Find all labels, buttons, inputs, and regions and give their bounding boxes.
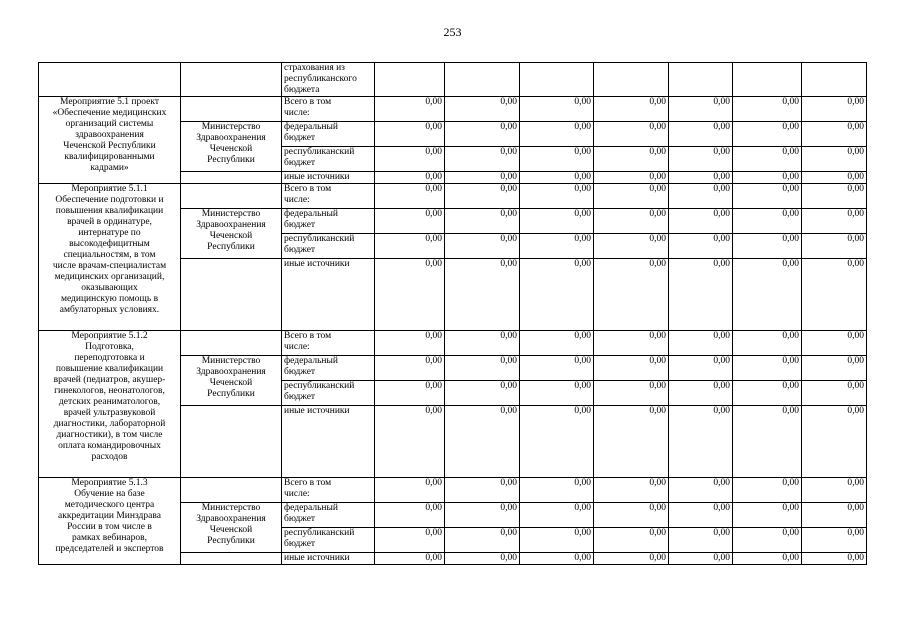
value-cell: 0,00 — [520, 528, 594, 553]
value-cell: 0,00 — [594, 97, 669, 122]
source-cell-line: числе: — [284, 108, 310, 118]
source-cell — [282, 184, 375, 209]
value-cell: 0,00 — [520, 478, 594, 503]
value-cell: 0,00 — [733, 528, 802, 553]
empty-cell — [802, 63, 867, 97]
source-cell: иные источники — [282, 172, 375, 184]
value-cell: 0,00 — [445, 97, 520, 122]
value-cell: 0,00 — [669, 234, 733, 259]
measure-cell-line: диагностики), в том числе — [56, 430, 163, 440]
source-cell-line: федеральный — [284, 503, 338, 513]
executor-cell-line: Чеченской — [209, 378, 253, 388]
executor-cell-line: Здравоохранения — [196, 220, 266, 230]
value-cell: 0,00 — [375, 234, 445, 259]
table-row — [39, 63, 867, 97]
source-cell — [282, 147, 375, 172]
measure-cell-line: кадрами» — [90, 163, 129, 173]
value-cell: 0,00 — [733, 122, 802, 147]
executor-cell — [181, 553, 282, 565]
executor-cell — [181, 63, 282, 97]
source-cell: иные источники — [282, 259, 375, 331]
source-cell-line: республиканский — [284, 381, 355, 391]
value-cell: 0,00 — [520, 147, 594, 172]
value-cell: 0,00 — [733, 381, 802, 406]
measure-cell-line: врачей в ординатуре, — [67, 217, 152, 227]
measure-cell — [39, 331, 181, 478]
empty-cell — [669, 63, 733, 97]
source-cell-line: республиканского — [284, 74, 357, 84]
executor-cell — [181, 184, 282, 209]
source-cell — [282, 63, 375, 97]
measure-cell — [39, 184, 181, 331]
executor-cell-line: Здравоохранения — [196, 367, 266, 377]
measure-cell-line: детских реаниматологов, — [58, 397, 161, 407]
value-cell: 0,00 — [594, 259, 669, 331]
measure-cell-line: Чеченской Республики — [63, 141, 156, 151]
value-cell: 0,00 — [520, 172, 594, 184]
value-cell: 0,00 — [669, 381, 733, 406]
measure-cell-line: Мероприятие 5.1.2 — [71, 331, 148, 341]
source-cell-line: федеральный — [284, 356, 338, 366]
executor-cell — [181, 209, 282, 259]
value-cell: 0,00 — [445, 478, 520, 503]
value-cell: 0,00 — [375, 184, 445, 209]
value-cell: 0,00 — [802, 234, 867, 259]
executor-cell — [181, 331, 282, 356]
measure-cell-line: переподготовка и — [74, 353, 145, 363]
value-cell: 0,00 — [594, 553, 669, 565]
value-cell: 0,00 — [520, 553, 594, 565]
empty-cell — [733, 63, 802, 97]
value-cell: 0,00 — [445, 553, 520, 565]
value-cell: 0,00 — [594, 184, 669, 209]
measure-cell-line: России в том числе в — [67, 522, 152, 532]
value-cell: 0,00 — [669, 209, 733, 234]
measure-cell-line: методического центра — [64, 500, 155, 510]
empty-cell — [520, 63, 594, 97]
value-cell: 0,00 — [802, 331, 867, 356]
value-cell: 0,00 — [733, 503, 802, 528]
executor-cell — [181, 97, 282, 122]
table-row — [39, 478, 867, 503]
measure-cell-line: числе врачам-специалистам — [52, 261, 167, 271]
measure-cell-line: врачей (педиатров, акушер- — [53, 375, 166, 385]
table-row — [39, 331, 867, 356]
source-cell-line: Всего в том — [284, 478, 332, 488]
measure-cell-line: специальностям, в том — [63, 250, 156, 260]
value-cell: 0,00 — [802, 356, 867, 381]
executor-cell-line: Республики — [207, 536, 255, 546]
value-cell: 0,00 — [375, 381, 445, 406]
source-cell-line: бюджет — [284, 392, 316, 402]
source-cell-line: бюджет — [284, 158, 316, 168]
executor-cell-line: Республики — [207, 242, 255, 252]
value-cell: 0,00 — [733, 406, 802, 478]
source-cell-line: бюджет — [284, 367, 316, 377]
value-cell: 0,00 — [733, 331, 802, 356]
value-cell: 0,00 — [445, 503, 520, 528]
value-cell: 0,00 — [802, 406, 867, 478]
value-cell: 0,00 — [669, 503, 733, 528]
executor-cell-line: Республики — [207, 389, 255, 399]
value-cell: 0,00 — [445, 234, 520, 259]
value-cell: 0,00 — [445, 209, 520, 234]
value-cell: 0,00 — [375, 172, 445, 184]
empty-cell — [594, 63, 669, 97]
value-cell: 0,00 — [375, 97, 445, 122]
measure-cell-line: медицинскую помощь в — [60, 294, 159, 304]
measure-cell-line: оплата командировочных — [58, 441, 161, 451]
value-cell: 0,00 — [594, 478, 669, 503]
page-number: 253 — [443, 25, 462, 39]
measure-cell-line: высокодефицитным — [69, 239, 150, 249]
measure-cell-line: врачей ультразвуковой — [63, 408, 156, 418]
executor-cell — [181, 172, 282, 184]
value-cell: 0,00 — [733, 259, 802, 331]
source-cell — [282, 209, 375, 234]
source-cell-line: бюджет — [284, 539, 316, 549]
value-cell: 0,00 — [375, 356, 445, 381]
value-cell: 0,00 — [375, 331, 445, 356]
measure-cell-line: диагностики, лабораторной — [53, 419, 166, 429]
source-cell — [282, 234, 375, 259]
value-cell: 0,00 — [802, 528, 867, 553]
value-cell: 0,00 — [669, 406, 733, 478]
executor-cell-line: Министерство — [201, 209, 261, 219]
source-cell-line: бюджет — [284, 245, 316, 255]
value-cell: 0,00 — [669, 331, 733, 356]
value-cell: 0,00 — [733, 172, 802, 184]
measure-cell-line: Подготовка, — [85, 342, 134, 352]
empty-cell — [375, 63, 445, 97]
table-row — [39, 184, 867, 209]
measure-cell-line: оказывающих — [81, 283, 138, 293]
source-cell — [282, 97, 375, 122]
measure-cell-line: расходов — [91, 452, 128, 462]
value-cell: 0,00 — [375, 209, 445, 234]
value-cell: 0,00 — [375, 553, 445, 565]
executor-cell-line: Республики — [207, 155, 255, 165]
value-cell: 0,00 — [445, 184, 520, 209]
source-cell-line: бюджета — [284, 85, 320, 95]
measure-cell-line: Мероприятие 5.1.1 — [71, 184, 148, 194]
value-cell: 0,00 — [594, 528, 669, 553]
source-cell — [282, 528, 375, 553]
value-cell: 0,00 — [520, 184, 594, 209]
value-cell: 0,00 — [594, 356, 669, 381]
measure-cell — [39, 63, 181, 97]
source-cell-line: страхования из — [284, 63, 345, 73]
value-cell: 0,00 — [802, 184, 867, 209]
value-cell: 0,00 — [802, 147, 867, 172]
table-row — [39, 97, 867, 122]
value-cell: 0,00 — [669, 356, 733, 381]
value-cell: 0,00 — [802, 209, 867, 234]
value-cell: 0,00 — [520, 122, 594, 147]
source-cell-line: федеральный — [284, 209, 338, 219]
value-cell: 0,00 — [594, 172, 669, 184]
executor-cell-line: Чеченской — [209, 144, 253, 154]
executor-cell — [181, 478, 282, 503]
value-cell: 0,00 — [733, 209, 802, 234]
source-cell-line: республиканский — [284, 528, 355, 538]
measure-cell-line: аккредитации Минздрава — [58, 511, 161, 521]
value-cell: 0,00 — [520, 259, 594, 331]
source-cell — [282, 381, 375, 406]
value-cell: 0,00 — [594, 331, 669, 356]
value-cell: 0,00 — [520, 331, 594, 356]
value-cell: 0,00 — [375, 406, 445, 478]
value-cell: 0,00 — [669, 147, 733, 172]
executor-cell-line: Чеченской — [209, 525, 253, 535]
source-cell: иные источники — [282, 553, 375, 565]
measure-cell-line: организаций системы — [65, 119, 154, 129]
value-cell: 0,00 — [669, 528, 733, 553]
value-cell: 0,00 — [445, 259, 520, 331]
value-cell: 0,00 — [733, 147, 802, 172]
value-cell: 0,00 — [594, 503, 669, 528]
value-cell: 0,00 — [445, 406, 520, 478]
source-cell-line: Всего в том — [284, 331, 332, 341]
source-cell — [282, 331, 375, 356]
value-cell: 0,00 — [520, 97, 594, 122]
value-cell: 0,00 — [802, 381, 867, 406]
value-cell: 0,00 — [520, 234, 594, 259]
measure-cell-line: медицинских организаций, — [54, 272, 165, 282]
measure-cell-line: здравоохранения — [75, 130, 144, 140]
source-cell-line: федеральный — [284, 122, 338, 132]
measure-cell — [39, 478, 181, 565]
value-cell: 0,00 — [594, 209, 669, 234]
source-cell-line: бюджет — [284, 220, 316, 230]
source-cell — [282, 122, 375, 147]
source-cell-line: Всего в том — [284, 97, 332, 107]
value-cell: 0,00 — [520, 503, 594, 528]
value-cell: 0,00 — [445, 381, 520, 406]
value-cell: 0,00 — [733, 553, 802, 565]
measure-cell-line: Мероприятие 5.1.3 — [71, 478, 148, 488]
source-cell: иные источники — [282, 406, 375, 478]
value-cell: 0,00 — [520, 209, 594, 234]
value-cell: 0,00 — [594, 122, 669, 147]
value-cell: 0,00 — [733, 234, 802, 259]
value-cell: 0,00 — [375, 528, 445, 553]
source-cell-line: Всего в том — [284, 184, 332, 194]
executor-cell — [181, 406, 282, 478]
value-cell: 0,00 — [669, 122, 733, 147]
value-cell: 0,00 — [445, 528, 520, 553]
value-cell: 0,00 — [594, 234, 669, 259]
executor-cell — [181, 356, 282, 406]
value-cell: 0,00 — [802, 553, 867, 565]
value-cell: 0,00 — [669, 259, 733, 331]
value-cell: 0,00 — [445, 147, 520, 172]
value-cell: 0,00 — [802, 478, 867, 503]
value-cell: 0,00 — [375, 478, 445, 503]
source-cell-line: числе: — [284, 342, 310, 352]
value-cell: 0,00 — [375, 122, 445, 147]
measure-cell-line: председателей и экспертов — [55, 544, 164, 554]
source-cell-line: числе: — [284, 195, 310, 205]
value-cell: 0,00 — [669, 97, 733, 122]
source-cell — [282, 356, 375, 381]
value-cell: 0,00 — [520, 356, 594, 381]
measure-cell-line: рамках вебинаров, — [71, 533, 148, 543]
measure-cell-line: Обеспечение подготовки и — [55, 195, 164, 205]
value-cell: 0,00 — [445, 331, 520, 356]
measure-cell-line: повышение квалификации — [55, 364, 164, 374]
value-cell: 0,00 — [733, 184, 802, 209]
value-cell: 0,00 — [733, 356, 802, 381]
value-cell: 0,00 — [802, 503, 867, 528]
executor-cell — [181, 122, 282, 172]
value-cell: 0,00 — [445, 122, 520, 147]
executor-cell — [181, 503, 282, 553]
value-cell: 0,00 — [594, 147, 669, 172]
executor-cell — [181, 259, 282, 331]
executor-cell-line: Чеченской — [209, 231, 253, 241]
value-cell: 0,00 — [375, 259, 445, 331]
value-cell: 0,00 — [669, 184, 733, 209]
value-cell: 0,00 — [669, 553, 733, 565]
measure-cell-line: «Обеспечение медицинских — [52, 108, 167, 118]
source-cell-line: республиканский — [284, 234, 355, 244]
measure-cell-line: квалифицированными — [64, 152, 155, 162]
value-cell: 0,00 — [669, 172, 733, 184]
value-cell: 0,00 — [375, 503, 445, 528]
value-cell: 0,00 — [445, 356, 520, 381]
measure-cell-line: повышения квалификации — [55, 206, 164, 216]
source-cell-line: числе: — [284, 489, 310, 499]
executor-cell-line: Здравоохранения — [196, 514, 266, 524]
source-cell — [282, 503, 375, 528]
source-cell-line: бюджет — [284, 133, 316, 143]
value-cell: 0,00 — [520, 381, 594, 406]
empty-cell — [445, 63, 520, 97]
source-cell-line: бюджет — [284, 514, 316, 524]
measure-cell — [39, 97, 181, 184]
value-cell: 0,00 — [520, 406, 594, 478]
measure-cell-line: амбулаторных условиях. — [59, 305, 160, 315]
value-cell: 0,00 — [802, 172, 867, 184]
measure-cell-line: гинекологов, неонатологов, — [54, 386, 165, 396]
measure-cell-line: Обучение на базе — [74, 489, 145, 499]
value-cell: 0,00 — [375, 147, 445, 172]
value-cell: 0,00 — [669, 478, 733, 503]
executor-cell-line: Министерство — [201, 356, 261, 366]
executor-cell-line: Министерство — [201, 503, 261, 513]
value-cell: 0,00 — [594, 406, 669, 478]
executor-cell-line: Министерство — [201, 122, 261, 132]
value-cell: 0,00 — [733, 97, 802, 122]
source-cell-line: республиканский — [284, 147, 355, 157]
value-cell: 0,00 — [445, 172, 520, 184]
value-cell: 0,00 — [733, 478, 802, 503]
measure-cell-line: интернатуре по — [78, 228, 141, 238]
budget-table — [38, 62, 867, 565]
value-cell: 0,00 — [802, 97, 867, 122]
value-cell: 0,00 — [594, 381, 669, 406]
value-cell: 0,00 — [802, 122, 867, 147]
executor-cell-line: Здравоохранения — [196, 133, 266, 143]
measure-cell-line: Мероприятие 5.1 проект — [60, 97, 159, 107]
source-cell — [282, 478, 375, 503]
value-cell: 0,00 — [802, 259, 867, 331]
